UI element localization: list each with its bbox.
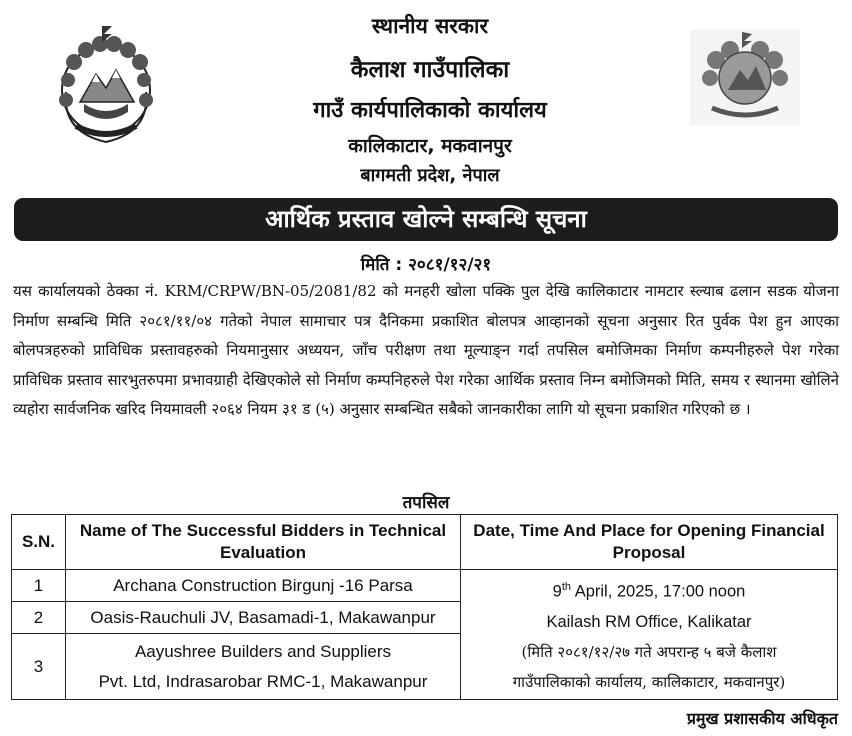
row-bidder-name: Oasis-Rauchuli JV, Basamadi-1, Makawanpur xyxy=(66,602,461,634)
row-sn: 2 xyxy=(12,602,66,634)
notice-body-paragraph: यस कार्यालयको ठेक्का नं. KRM/CRPW/BN-05/2081/82 को मनहरी खोला पक्कि पुल देखि कालिकाटार नामटार स्ल्याब ढलान सडक योजना निर्माण सम्बन्धि मिति २०८१/११/०४ गतेको नेपाल सामाचार पत्र दैनिकमा प्रकाशित बोलपत्र आव्हानको सूचना अनुसार रित पुर्वक पेश हुन आएका बोलपत्रहरुको प्राविधिक प्रस्तावहरुको नियमानुसार अध्ययन, जाँच परीक्षण तथा मूल्याङ्न गर्दा तपसिल बमोजिमका निर्माण कम्पनीहरुले पेश गरेका प्राविधिक प्रस्ताव सारभुतरुपमा प्रभावग्राही देखिएकोले सो निर्माण कम्पनिहरुले पेश गरेका आर्थिक प्रस्ताव निम्न बमोजिमको मिति, समय र स्थानमा खोलिने व्यहोरा सार्वजनिक खरिद नियमावली २०६४ नियम ३१ ड (५) अनुसार सम्बन्धित सबैको जानकारीका लागि यो सूचना प्रकाशित गरिएको छ । xyxy=(13,282,839,418)
signatory-title: प्रमुख प्रशासकीय अधिकृत xyxy=(686,709,838,728)
col-header-sn: S.N. xyxy=(12,515,66,570)
row-sn: 3 xyxy=(12,634,66,700)
header-address: कालिकाटार, मकवानपुर xyxy=(348,135,512,157)
col-header-bidder-name: Name of The Successful Bidders in Technical Evaluation xyxy=(66,515,461,570)
table-header-row xyxy=(12,515,838,570)
nepal-emblem-icon xyxy=(52,22,160,148)
municipality-logo-icon xyxy=(690,30,800,125)
opening-datetime: 9th April, 2025, 17:00 noon xyxy=(552,581,746,601)
header-line-1: स्थानीय सरकार xyxy=(371,14,489,38)
notice-date: मिति : २०८१/१२/२१ xyxy=(360,255,492,275)
opening-nepali-line-1: (मिति २०८१/१२/२७ गते अपरान्ह ५ बजे कैलाश xyxy=(521,642,777,661)
row-bidder-name: Archana Construction Birgunj -16 Parsa xyxy=(66,570,461,602)
opening-details-cell xyxy=(461,570,838,700)
header-province: बागमती प्रदेश, नेपाल xyxy=(360,165,500,186)
col-header-opening: Date, Time And Place for Opening Financial Proposal xyxy=(461,515,838,570)
header-office-name: गाउँ कार्यपालिकाको कार्यालय xyxy=(313,98,547,123)
header-municipality-name: कैलाश गाउँपालिका xyxy=(350,57,510,83)
bidders-table xyxy=(11,514,838,700)
notice-title-banner: आर्थिक प्रस्ताव खोल्ने सम्बन्धि सूचना xyxy=(14,198,838,241)
row-sn: 1 xyxy=(12,570,66,602)
opening-place: Kailash RM Office, Kalikatar xyxy=(546,612,752,631)
table-row xyxy=(12,570,838,602)
details-heading: तपसिल xyxy=(402,493,450,513)
row-bidder-name: Aayushree Builders and Suppliers Pvt. Ltd, Indrasarobar RMC-1, Makawanpur xyxy=(66,634,461,700)
opening-nepali-line-2: गाउँपालिकाको कार्यालय, कालिकाटार, मकवानपुर) xyxy=(512,672,786,691)
